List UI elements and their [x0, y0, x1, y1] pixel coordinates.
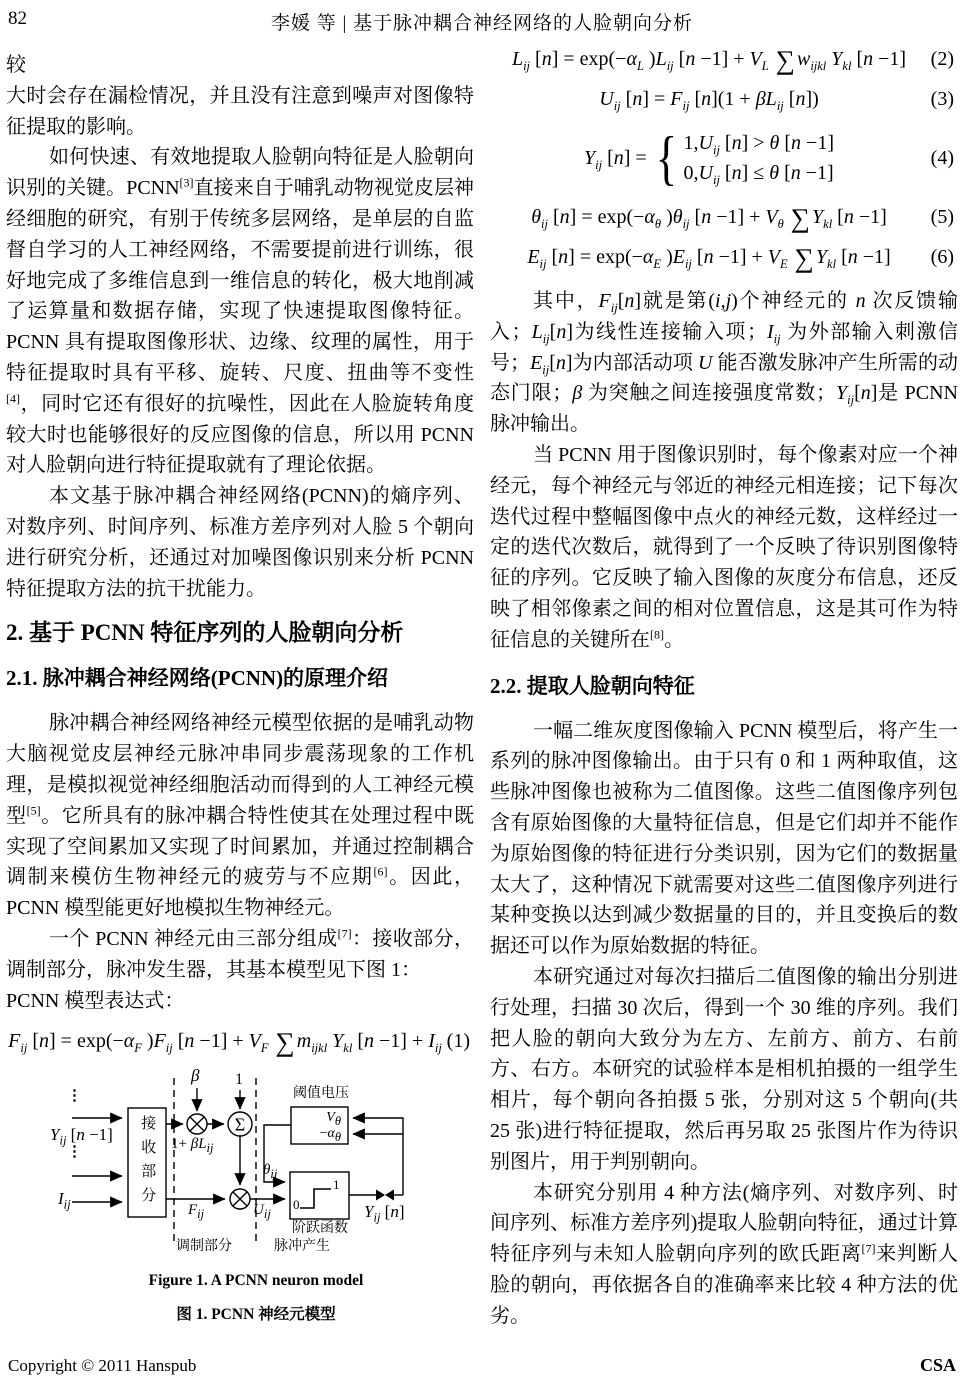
figure-label-theta-signal: $\theta_{ij}$ — [263, 1162, 278, 1182]
vertical-dots: ⋮ — [67, 1144, 82, 1161]
figure-label-f-signal: $F_{ij}$ — [188, 1202, 205, 1222]
equation-2 — [490, 44, 958, 74]
equation-4-brace: { — [655, 125, 677, 191]
paragraph: 一幅二维灰度图像输入 PCNN 模型后，将产生一系列的脉冲图像输出。由于只有 0 和 1 两种取值，这些脉冲图像也被称为二值图像。这些二值图像序列包含有原始图像的大量特征信息，但是它们却并不能作为原始图像的特征进行分类识别，因为它们的数据量太大了，这种情况下就需要对这些二值图像序列进行某种变换以达到减少数据量的目的，并且变换后的数据还可以作为原始数据的特征。 — [490, 719, 958, 958]
section-heading-2: 2. 基于 PCNN 特征序列的人脸朝向分析 — [6, 620, 404, 646]
figure-label-step-one: 1 — [333, 1177, 340, 1193]
paragraph: 当 PCNN 用于图像识别时，每个像素对应一个神经元，每个神经元与邻近的神经元相连接；记下每次迭代过程中整幅图像中点火的神经元数，这样经过一定的迭代次数后，就得到了一个反映了待识别图像特征的序列。它反映了输入图像的灰度分布信息，还反映了相邻像素之间的相对位置信息，这是其可作为特征信息的关键所在[8]。 — [490, 443, 958, 651]
left-column — [6, 50, 474, 1331]
v-theta-label: $V_\theta$ — [326, 1109, 341, 1128]
receive-section-text: 接收部分 — [139, 1114, 156, 1211]
equation-5 — [490, 202, 958, 232]
equation-4-case-2: $0,U_{ij}$ [n] ≤ θ [n −1] — [683, 162, 834, 187]
figure-label-threshold-params — [291, 1107, 348, 1144]
equation-4-number: (4) — [930, 147, 954, 169]
figure-label-gain: $1+ \beta L_{ij}$ — [171, 1136, 214, 1156]
paragraph: 如何快速、有效地提取人脸朝向特征是人脸朝向识别的关键。PCNN[3]直接来自于哺乳动物视觉皮层神经细胞的研究，有别于传统多层网络，是单层的自监督自学习的人工神经网络，不需要提前进行训练，很好地完成了多维信息到一维信息的转化，极大地削减了运算量和数据存储，实现了快速提取图像特征。PCNN 具有提取图像形状、边缘、纹理的属性，用于特征提取时具有平移、旋转、尺度、扭曲等不变性[4]，同时它还有很好的抗噪性，因此在人脸旋转角度较大时也能够很好的反应图像的信息，所以用 PCNN 对人脸朝向进行特征提取就有了理论依据。 — [6, 146, 474, 477]
paragraph-fragment: 较 — [6, 54, 26, 76]
figure-label-u-signal: $U_{ij}$ — [253, 1202, 271, 1222]
figure-caption-chinese: 图 1. PCNN 神经元模型 — [176, 1306, 336, 1324]
figure-label-receive-section — [128, 1108, 166, 1217]
equation-4-case-1: $1,U_{ij}$ [n] > θ [n −1] — [683, 132, 834, 157]
journal-abbreviation: CSA — [919, 1355, 956, 1375]
figure-label-y-input: $Y_{ij}$ [n −1] — [50, 1125, 113, 1148]
figure-label-modulation-title: 调制部分 — [176, 1239, 232, 1255]
equation-4-lhs: $Y_{ij}$ [n] = — [584, 147, 647, 172]
equation-5-number: (5) — [930, 206, 954, 228]
paragraph: PCNN 模型表达式： — [6, 989, 185, 1012]
paragraph: 脉冲耦合神经网络神经元模型依据的是哺乳动物大脑视觉皮层神经元脉冲串同步震荡现象的工作机理，是模拟视觉神经细胞活动而得到的人工神经元模型[5]。它所具有的脉冲耦合特性使其在处理过程中既实现了空间累加又实现了时间累加，并通过控制耦合调制来模仿生物神经元的疲劳与不应期[6]。因此，PCNN 模型能更好地模拟生物神经元。 — [6, 712, 475, 920]
equation-1-number: (1) — [446, 1030, 470, 1053]
vertical-dots: ⋮ — [67, 1088, 82, 1105]
section-heading-2-1: 2.1. 脉冲耦合神经网络(PCNN)的原理介绍 — [6, 666, 389, 691]
equation-2-number: (2) — [930, 48, 954, 70]
paragraph: 其中，$F_{ij}[n]$就是第(i,j)个神经元的 n 次反馈输入；$L_{ij}[n]$为线性连接输入项；$I_{ij}$ 为外部输入刺激信号；$E_{ij}[n]$为内部活动项 U 能否激发脉冲产生所需的动态门限；β 为突触之间连接强度常数；$Y_{ij}[n]$是 PCNN 脉冲输出。 — [490, 290, 959, 436]
figure-label-step-zero: 0 — [293, 1197, 300, 1213]
equation-6 — [490, 242, 958, 272]
output-junction-arrow — [376, 1190, 385, 1201]
figure-label-i-input: $I_{ij}$ — [58, 1189, 71, 1212]
figure-label-step-title: 阶跃函数 — [292, 1221, 348, 1237]
equation-6-body: $E_{ij}$ $[n] = \exp(-\alpha_E$ )$E_{ij}$ $[n -1] + V_E$ ∑ $Y_{kl}$ [n −1] — [527, 242, 891, 273]
equation-1 — [6, 1026, 474, 1056]
figure-pcnn-neuron-model — [50, 1066, 462, 1260]
equation-3 — [490, 84, 958, 114]
equation-4-body — [584, 125, 864, 191]
neg-alpha-theta-label: $-\alpha_\theta$ — [319, 1126, 341, 1145]
paragraph: 本文基于脉冲耦合神经网络(PCNN)的熵序列、对数序列、时间序列、标准方差序列对人脸 5 个朝向进行研究分析，还通过对加噪图像识别来分析 PCNN 特征提取方法的抗干扰能力。 — [6, 485, 474, 600]
equation-4 — [490, 125, 958, 191]
copyright-notice: Copyright © 2011 Hanspub — [8, 1356, 197, 1375]
figure-label-pulse-title: 脉冲产生 — [274, 1239, 330, 1255]
equation-5-body: $\theta_{ij}$ $[n] = \exp(-\alpha_\theta$ )$\theta_{ij}$ $[n -1] + V_\theta$ ∑ $Y_{kl}$ [n −1] — [531, 202, 887, 233]
section-heading-2-2: 2.2. 提取人脸朝向特征 — [490, 673, 695, 698]
figure-diagram-lines — [50, 1072, 462, 1260]
running-head-title: 李媛 等 | 基于脉冲耦合神经网络的人脸朝向分析 — [270, 13, 694, 34]
figure-label-threshold-title: 阈值电压 — [293, 1086, 349, 1102]
equation-3-body: $U_{ij}$ $[n] = F_{ij}$ $[n](1 + \beta L_{ij}$ [n]) — [599, 88, 819, 113]
equation-6-number: (6) — [930, 246, 954, 268]
figure-caption-english: Figure 1. A PCNN neuron model — [148, 1272, 364, 1290]
equation-1-body: $F_{ij}$ $[n] = \exp(-\alpha_F$ )$F_{ij}$ $[n -1] + V_F$ ∑ $m_{ijkl}$ $Y_{kl}$ $[n -1] + I_{ij}$ — [8, 1026, 442, 1057]
sigma-symbol: Σ — [234, 1114, 246, 1135]
paragraph: 大时会存在漏检情况，并且没有注意到噪声对图像特征提取的影响。 — [6, 84, 474, 138]
paragraph: 一个 PCNN 神经元由三部分组成[7]：接收部分，调制部分，脉冲发生器，其基本模型见下图 1： — [6, 926, 474, 981]
figure-label-y-output: $Y_{ij}$ [n] — [364, 1202, 405, 1225]
equation-2-body: $L_{ij}$ $[n] = \exp(-\alpha_L$ )$L_{ij}$ $[n -1] + V_L$ ∑ $w_{ijkl}$ $Y_{kl}$ [n −1] — [511, 44, 907, 75]
equation-3-number: (3) — [930, 88, 954, 110]
equation-4-cases — [684, 130, 834, 186]
page-number: 82 — [8, 8, 27, 29]
paragraph: 本研究通过对每次扫描后二值图像的输出分别进行处理，扫描 30 次后，得到一个 30 维的序列。我们把人脸的朝向大致分为左方、左前方、前方、右前方、右方。本研究的试验样本是相机拍摄的一组学生相片，每个朝向各拍摄 5 张，分别对这 5 个朝向(共 25 张)进行特征提取，然后再另取 25 张图片作为待识别图片，用于判别朝向。 — [490, 965, 958, 1173]
figure-caption — [50, 1266, 462, 1331]
output-junction-arrow — [385, 1190, 394, 1201]
figure-label-beta: β — [191, 1066, 200, 1086]
paragraph: 本研究分别用 4 种方法(熵序列、对数序列、时间序列、标准方差序列)提取人脸朝向特征，通过计算特征序列与未知人脸朝向序列的欧氏距离[7]来判断人脸的朝向，再依据各自的准确率来比较 4 种方法的优劣。 — [490, 1181, 959, 1327]
right-column — [490, 34, 958, 1332]
figure-label-one: 1 — [235, 1071, 243, 1089]
